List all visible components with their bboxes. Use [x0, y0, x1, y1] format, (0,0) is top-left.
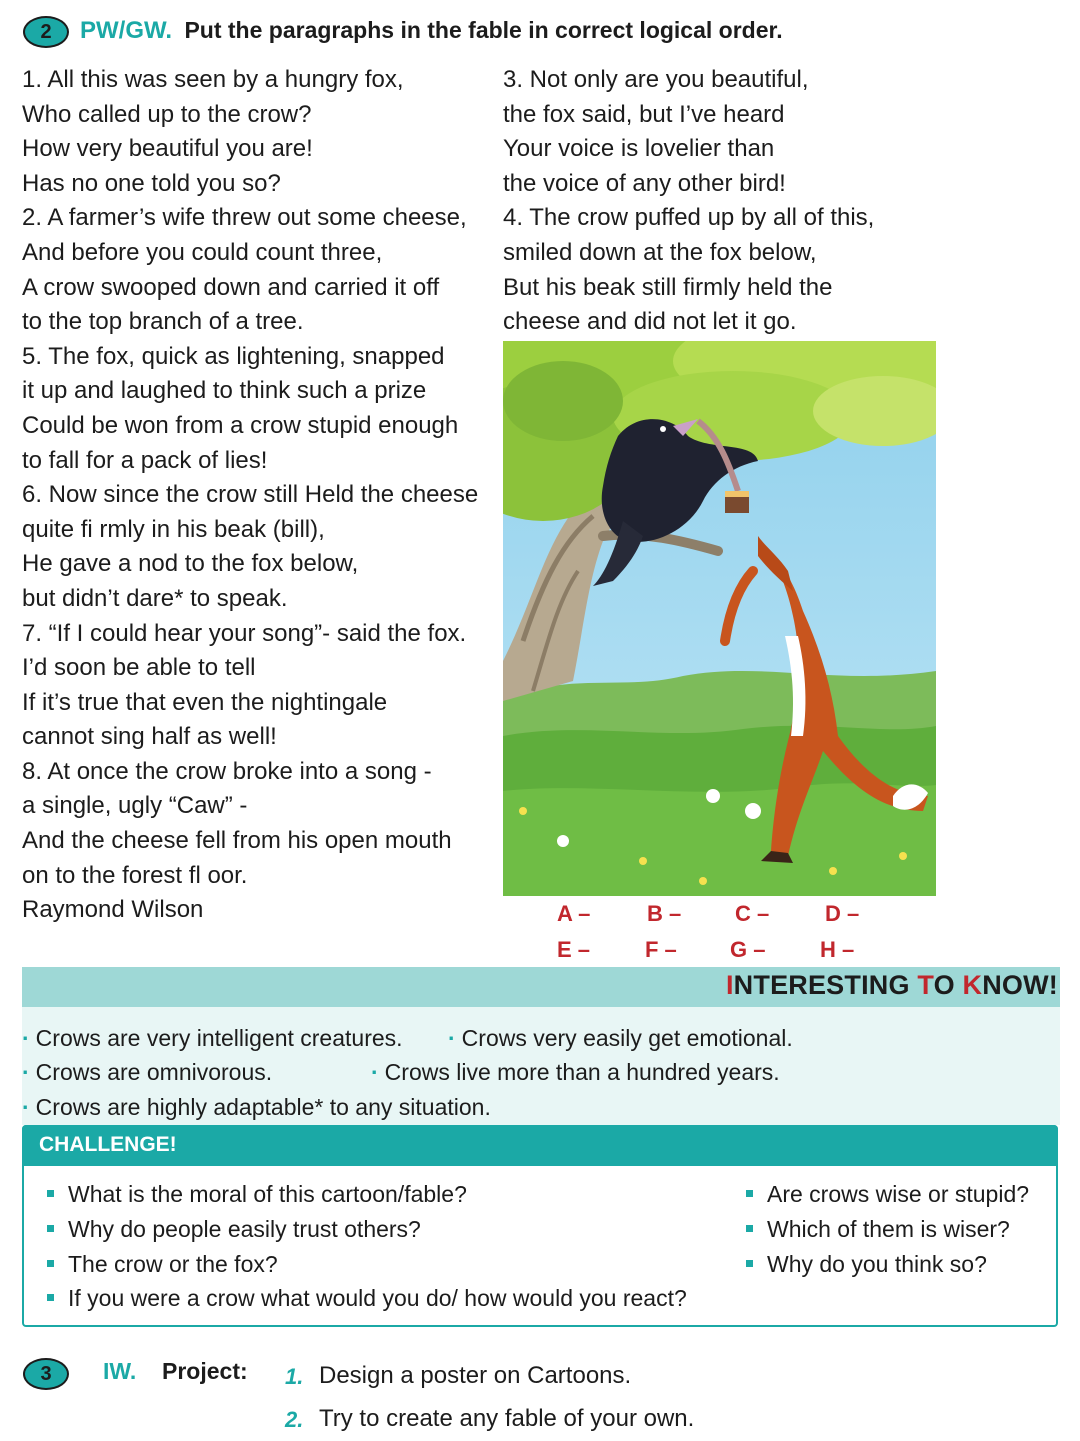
answer-b[interactable]: B –: [647, 901, 682, 926]
challenge-question: [746, 1251, 987, 1278]
fable-line: the fox said, but I’ve heard: [503, 100, 785, 128]
fable-line: quite fi rmly in his beak (bill),: [22, 515, 325, 543]
project-item-text: Try to create any fable of your own.: [319, 1405, 695, 1432]
fable-line: 6. Now since the crow still Held the cheese: [22, 481, 479, 509]
challenge-question: [47, 1285, 687, 1312]
fable-line: Who called up to the crow?: [22, 100, 312, 128]
fact-item: · Crows are very intelligent creatures.: [22, 1025, 403, 1051]
fable-line: And the cheese fell from his open mouth: [22, 827, 452, 855]
task3-label: Project:: [162, 1358, 248, 1384]
fable-line: 7. “If I could hear your song”- said the fox.: [22, 619, 467, 647]
challenge-question: [746, 1216, 1010, 1243]
fable-right-column: [503, 63, 874, 340]
fable-line: smiled down at the fox below,: [503, 238, 817, 266]
challenge-question: [746, 1181, 1029, 1208]
question-text: If you were a crow what would you do/ how would you react?: [68, 1285, 687, 1311]
question-text: The crow or the fox?: [68, 1251, 278, 1277]
task-number-badge: 2: [23, 16, 69, 48]
task-tag: PW/GW.: [80, 17, 172, 44]
project-item-number: 1.: [285, 1364, 304, 1389]
title-part: O: [933, 970, 963, 1000]
fable-author: Raymond Wilson: [22, 896, 204, 924]
fable-illustration: [503, 341, 936, 896]
fact-item: · Crows are omnivorous.: [22, 1059, 273, 1085]
answer-e[interactable]: E –: [557, 937, 591, 962]
fable-line: He gave a nod to the fox below,: [22, 550, 359, 578]
title-part: I: [725, 970, 734, 1000]
fable-line: it up and laughed to think such a prize: [22, 377, 427, 405]
question-text: Are crows wise or stupid?: [767, 1181, 1030, 1207]
fable-line: on to the forest fl oor.: [22, 861, 248, 889]
fable-line: A crow swooped down and carried it off: [22, 273, 440, 301]
fable-line: the voice of any other bird!: [503, 169, 786, 197]
question-text: Why do people easily trust others?: [68, 1216, 421, 1242]
fact-item: · Crows live more than a hundred years.: [371, 1059, 780, 1085]
answer-d[interactable]: D –: [825, 901, 860, 926]
answer-h[interactable]: H –: [820, 937, 855, 962]
fable-line: Your voice is lovelier than: [503, 135, 775, 163]
fact-text: Crows are very intelligent creatures.: [35, 1025, 403, 1051]
fable-line: How very beautiful you are!: [22, 135, 313, 163]
challenge-header: [22, 1125, 1058, 1166]
task3-tag: IW.: [103, 1358, 137, 1384]
challenge-question: [47, 1181, 467, 1208]
fable-line: Could be won from a crow stupid enough: [22, 411, 459, 439]
challenge-question: [47, 1251, 278, 1278]
title-part: K: [962, 970, 983, 1000]
title-part: NOW!: [982, 970, 1058, 1000]
fact-text: Crows very easily get emotional.: [461, 1025, 793, 1051]
answer-a[interactable]: A –: [557, 901, 591, 926]
title-part: T: [917, 970, 934, 1000]
challenge-label: CHALLENGE!: [39, 1133, 177, 1156]
title-part: NTERESTING: [733, 970, 918, 1000]
fable-line: 1. All this was seen by a hungry fox,: [22, 66, 404, 93]
fable-line: but didn’t dare* to speak.: [22, 584, 288, 612]
fable-line: But his beak still firmly held the: [503, 273, 833, 301]
question-text: Why do you think so?: [767, 1251, 987, 1277]
fable-line: to fall for a pack of lies!: [22, 446, 268, 474]
challenge-question: [47, 1216, 421, 1243]
fable-left-column: [22, 63, 478, 928]
fact-item: · Crows very easily get emotional.: [448, 1025, 793, 1051]
fable-line: I’d soon be able to tell: [22, 654, 256, 682]
task-title: Put the paragraphs in the fable in correct logical order.: [184, 17, 783, 43]
fable-line: If it’s true that even the nightingale: [22, 688, 388, 716]
fact-text: Crows are highly adaptable* to any situation.: [35, 1094, 491, 1120]
fable-line: 2. A farmer’s wife threw out some cheese,: [22, 204, 467, 232]
fable-line: 5. The fox, quick as lightening, snapped: [22, 342, 445, 370]
question-text: Which of them is wiser?: [767, 1216, 1010, 1242]
fact-text: Crows are omnivorous.: [35, 1059, 273, 1085]
answer-g[interactable]: G –: [730, 937, 766, 962]
fact-item: · Crows are highly adaptable* to any situation.: [22, 1094, 491, 1120]
fable-line: Has no one told you so?: [22, 169, 281, 197]
task-header: [80, 17, 783, 45]
interesting-title: [726, 970, 1058, 1001]
question-text: What is the moral of this cartoon/fable?: [68, 1181, 467, 1207]
project-item-text: Design a poster on Cartoons.: [319, 1362, 632, 1389]
fact-text: Crows live more than a hundred years.: [384, 1059, 780, 1085]
fable-line: 4. The crow puffed up by all of this,: [503, 204, 875, 232]
fable-line: 8. At once the crow broke into a song -: [22, 757, 432, 785]
task-number-badge: 3: [23, 1358, 69, 1390]
answer-f[interactable]: F –: [645, 937, 677, 962]
fable-line: cheese and did not let it go.: [503, 308, 797, 336]
fable-line: cannot sing half as well!: [22, 723, 277, 751]
project-item-number: 2.: [285, 1407, 304, 1432]
fable-line: And before you could count three,: [22, 238, 383, 266]
fable-line: 3. Not only are you beautiful,: [503, 66, 809, 93]
fable-line: to the top branch of a tree.: [22, 308, 304, 336]
answer-c[interactable]: C –: [735, 901, 770, 926]
fable-line: a single, ugly “Caw” -: [22, 792, 248, 820]
